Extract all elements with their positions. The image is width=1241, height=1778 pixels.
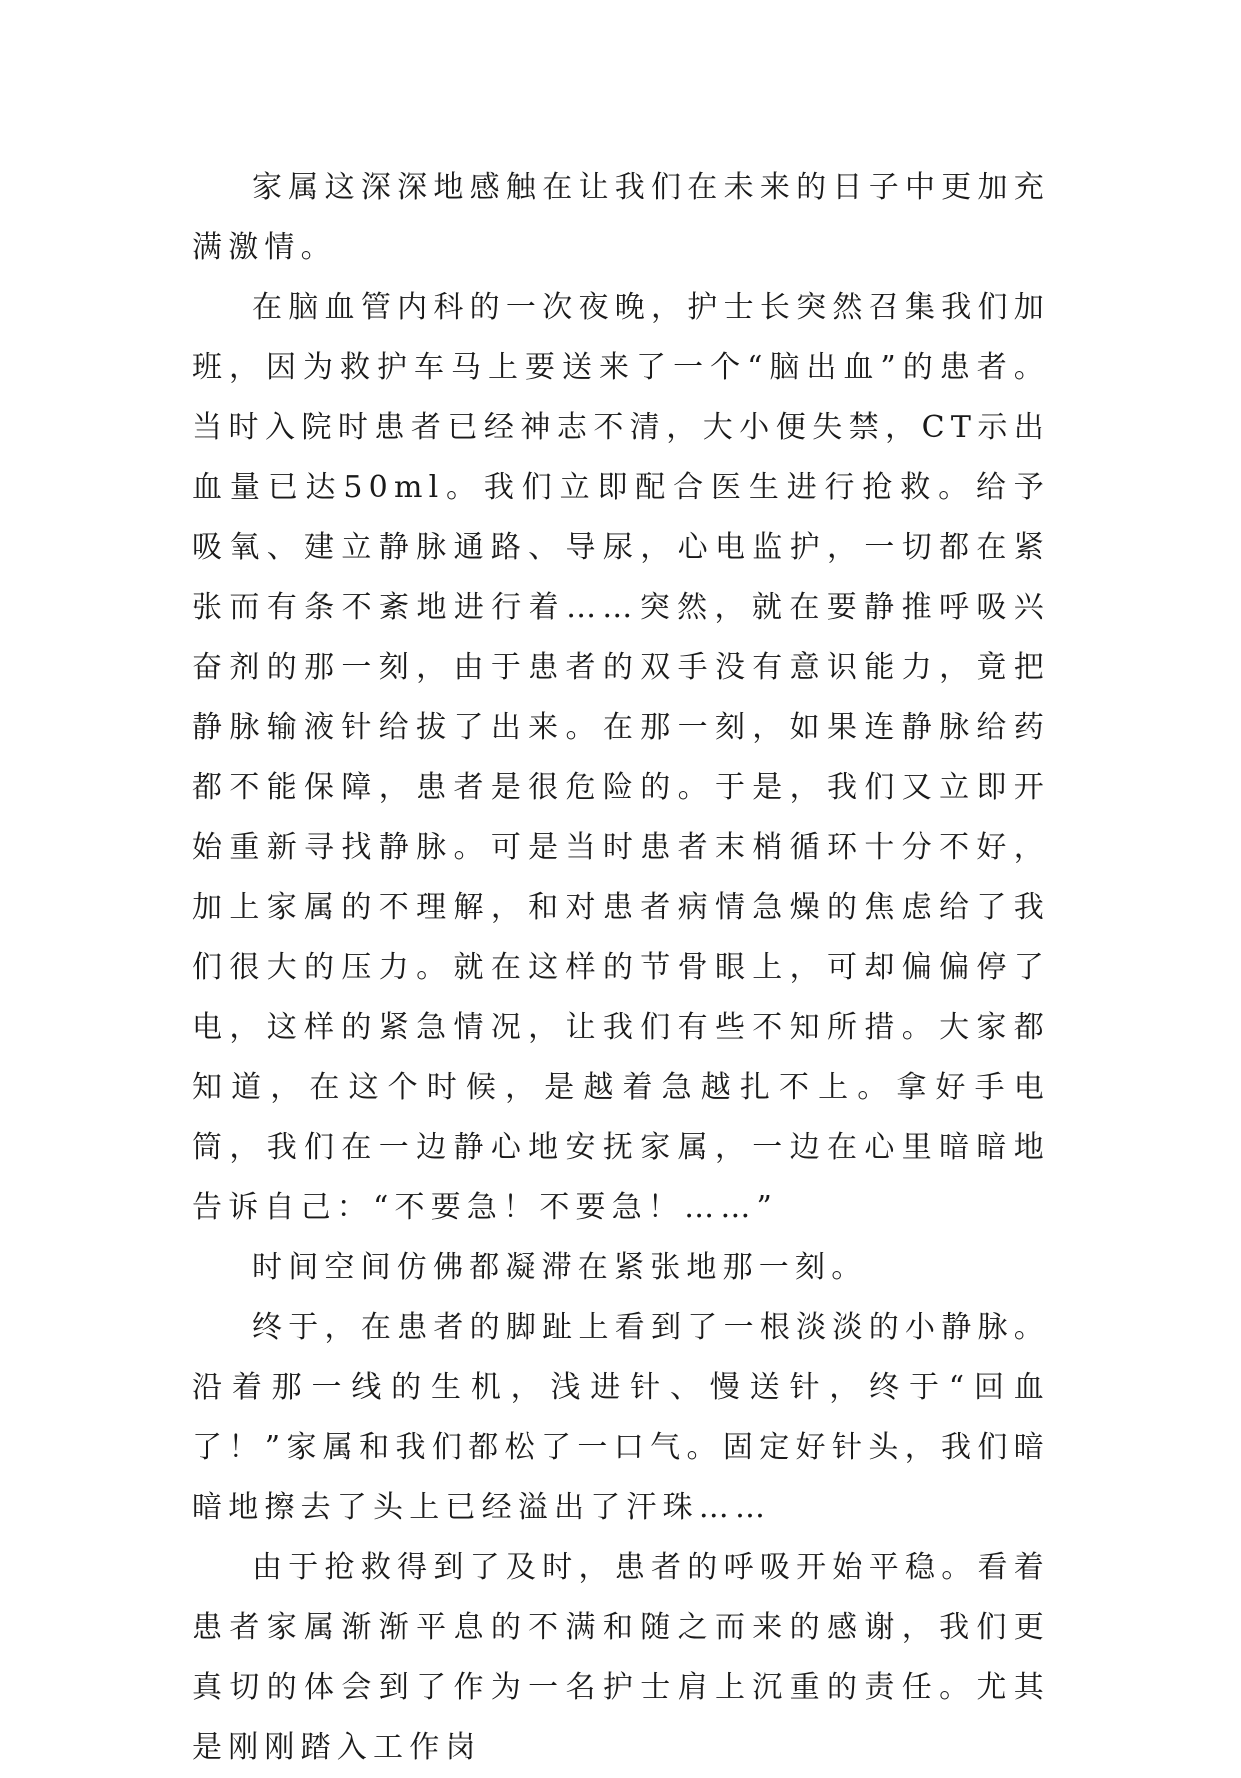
paragraph-3: 时间空间仿佛都凝滞在紧张地那一刻。 (252, 1250, 868, 1285)
paragraph-1: 家属这深深地感触在让我们在未来的日子中更加充满激情。 (192, 170, 1050, 265)
paragraph-4: 终于，在患者的脚趾上看到了一根淡淡的小静脉。沿着那一线的生机，浅进针、慢送针，终于“回血了！”家属和我们都松了一口气。固定好针头，我们暗暗地擦去了头上已经溢出了汗珠…… (192, 1310, 1050, 1525)
paragraph-5: 由于抢救得到了及时，患者的呼吸开始平稳。看着患者家属渐渐平息的不满和随之而来的感谢，我们更真切的体会到了作为一名护士肩上沉重的责任。尤其是刚刚踏入工作岗 (192, 1550, 1050, 1765)
paragraph-2: 在脑血管内科的一次夜晚，护士长突然召集我们加班，因为救护车马上要送来了一个“脑出血”的患者。当时入院时患者已经神志不清，大小便失禁，CT示出血量已达50ml。我们立即配合医生进行抢救。给予吸氧、建立静脉通路、导尿，心电监护，一切都在紧张而有条不紊地进行着……突然，就在要静推呼吸兴奋剂的那一刻，由于患者的双手没有意识能力，竟把静脉输液针给拔了出来。在那一刻，如果连静脉给药都不能保障，患者是很危险的。于是，我们又立即开始重新寻找静脉。可是当时患者末梢循环十分不好，加上家属的不理解，和对患者病情急燥的焦虑给了我们很大的压力。就在这样的节骨眼上，可却偏偏停了电，这样的紧急情况，让我们有些不知所措。大家都知道，在这个时候，是越着急越扎不上。拿好手电筒，我们在一边静心地安抚家属，一边在心里暗暗地告诉自己：“不要急！不要急！……” (192, 290, 1050, 1225)
document-body (192, 158, 1050, 1778)
